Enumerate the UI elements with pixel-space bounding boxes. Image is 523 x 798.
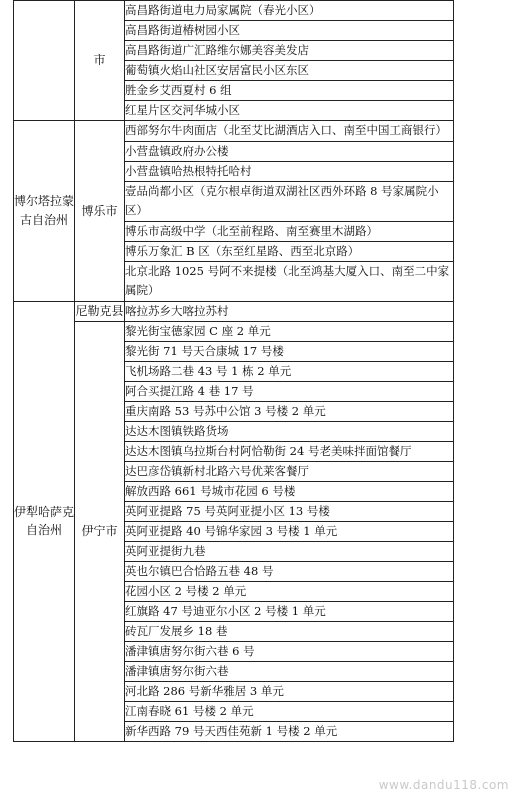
- address-cell: 河北路 286 号新华雅居 3 单元: [125, 682, 454, 702]
- address-cell: 新华西路 79 号天西佳苑新 1 号楼 2 单元: [125, 722, 454, 742]
- address-cell: 北京北路 1025 号阿不来提楼（北至鸿基大厦入口、南至二中家属院）: [125, 261, 454, 301]
- address-cell: 博乐万象汇 B 区（东至红星路、西至北京路）: [125, 241, 454, 261]
- address-cell: 阿合买提江路 4 巷 17 号: [125, 381, 454, 401]
- address-cell: 重庆南路 53 号苏中公馆 3 号楼 2 单元: [125, 401, 454, 421]
- address-cell: 英阿亚提路 40 号锦华家园 3 号楼 1 单元: [125, 522, 454, 542]
- address-cell: 红星片区交河华城小区: [125, 101, 454, 121]
- address-cell: 江南春晓 61 号楼 2 单元: [125, 702, 454, 722]
- address-cell: 英也尔镇巴合恰路五巷 48 号: [125, 562, 454, 582]
- address-cell: 飞机场路二巷 43 号 1 栋 2 单元: [125, 361, 454, 381]
- region-cell: [14, 1, 75, 121]
- address-cell: 博乐市高级中学（北至前程路、南至赛里木湖路）: [125, 221, 454, 241]
- city-cell: 市: [75, 1, 125, 121]
- watermark: www.dandu118.com: [378, 778, 509, 792]
- table-row: [14, 301, 454, 321]
- table-row: [14, 121, 454, 142]
- region-cell: 博尔塔拉蒙古自治州: [14, 121, 75, 302]
- city-cell: 尼勒克县: [75, 301, 125, 321]
- address-cell: 砖瓦厂发展乡 18 巷: [125, 622, 454, 642]
- region-cell: 伊犁哈萨克自治州: [14, 301, 75, 742]
- address-cell: 黎光街宝德家园 C 座 2 单元: [125, 321, 454, 341]
- address-cell: 达巴彦岱镇新村北路六号优莱客餐厅: [125, 462, 454, 482]
- address-cell: 西部努尔牛肉面店（北至艾比湖酒店入口、南至中国工商银行）: [125, 121, 454, 142]
- address-cell: 高昌路街道椿树园小区: [125, 21, 454, 41]
- address-cell: 喀拉苏乡大喀拉苏村: [125, 301, 454, 321]
- address-cell: 达达木图镇铁路货场: [125, 421, 454, 441]
- address-cell: 黎光街 71 号天合康城 17 号楼: [125, 341, 454, 361]
- address-cell: 高昌路街道广汇路维尔娜美容美发店: [125, 41, 454, 61]
- address-table-body: [14, 1, 454, 742]
- address-table: [13, 0, 454, 742]
- table-row: [14, 1, 454, 21]
- address-cell: 小营盘镇政府办公楼: [125, 141, 454, 161]
- city-cell: 伊宁市: [75, 321, 125, 742]
- address-cell: 高昌路街道电力局家属院（春光小区）: [125, 1, 454, 21]
- city-cell: 博乐市: [75, 121, 125, 302]
- table-row: [14, 321, 454, 341]
- address-cell: 潘津镇唐努尔街六巷 6 号: [125, 642, 454, 662]
- address-cell: 解放西路 661 号城市花园 6 号楼: [125, 482, 454, 502]
- address-cell: 胜金乡艾西夏村 6 组: [125, 81, 454, 101]
- address-cell: 红旗路 47 号迪亚尔小区 2 号楼 1 单元: [125, 602, 454, 622]
- address-cell: 达达木图镇乌拉斯台村阿恰勒街 24 号老美味拌面馆餐厅: [125, 441, 454, 462]
- address-cell: 英阿亚提街九巷: [125, 542, 454, 562]
- address-cell: 英阿亚提路 75 号英阿亚提小区 13 号楼: [125, 502, 454, 522]
- address-cell: 花园小区 2 号楼 2 单元: [125, 582, 454, 602]
- address-cell: 葡萄镇火焰山社区安居富民小区东区: [125, 61, 454, 81]
- address-cell: 小营盘镇哈热根特托哈村: [125, 161, 454, 181]
- address-cell: 壹品尚都小区（克尔根卓街道双湖社区西外环路 8 号家属院小区）: [125, 181, 454, 221]
- address-cell: 潘津镇唐努尔街六巷: [125, 662, 454, 682]
